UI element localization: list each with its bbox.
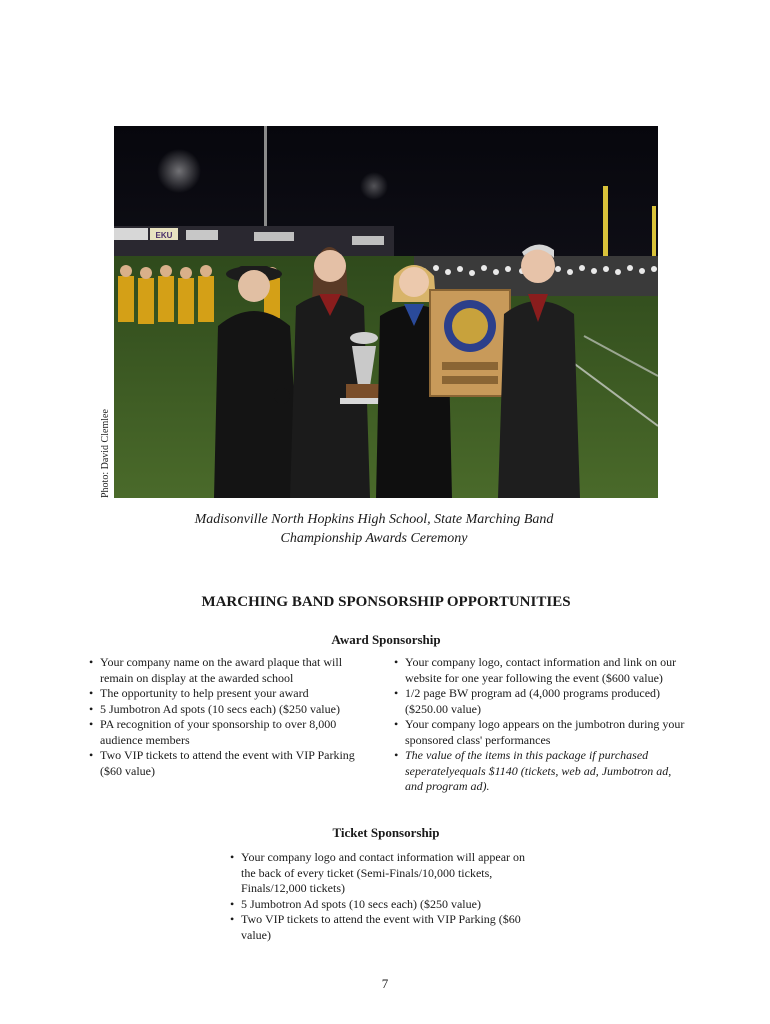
photo-caption [114, 510, 634, 548]
ticket-benefits [227, 850, 532, 943]
scoreboard-sign: EKU [155, 231, 173, 240]
ceremony-photo [114, 126, 658, 498]
list-item: • Two VIP tickets to attend the event with VIP Parking ($60 value) [227, 912, 532, 943]
award-sponsorship-heading: Award Sponsorship [331, 632, 441, 647]
award-benefits-right [391, 655, 691, 795]
caption-line-1: Madisonville North Hopkins High School, State Marching Band [194, 512, 554, 527]
list-item: • Two VIP tickets to attend the event with VIP Parking ($60 value) [86, 748, 366, 779]
section-heading: MARCHING BAND SPONSORSHIP OPPORTUNITIES [201, 594, 571, 610]
list-item: • Your company logo appears on the jumbotron during your sponsored class' performances [391, 717, 691, 748]
page-number: 7 [381, 976, 389, 991]
list-item: • 5 Jumbotron Ad spots (10 secs each) ($250 value) [86, 702, 366, 718]
package-value-note: • The value of the items in this package if purchased seperatelyequals $1140 (tickets, web ad, Jumbotron ad, and program ad). [391, 748, 691, 795]
list-item: • 1/2 page BW program ad (4,000 programs produced) ($250.00 value) [391, 686, 691, 717]
list-item: • The opportunity to help present your award [86, 686, 366, 702]
list-item: • Your company logo and contact information will appear on the back of every ticket (Semi-Finals/10,000 tickets, Finals/12,000 tickets) [227, 850, 532, 897]
list-item: • Your company name on the award plaque that will remain on display at the awarded school [86, 655, 366, 686]
caption-line-2: Championship Awards Ceremony [280, 531, 468, 546]
award-benefits-left [86, 655, 366, 779]
ceremony-photo-illustration [114, 126, 658, 498]
photo-credit: Photo: David Clemlee [100, 409, 111, 498]
ticket-sponsorship-heading: Ticket Sponsorship [332, 825, 440, 840]
list-item: • 5 Jumbotron Ad spots (10 secs each) ($250 value) [227, 897, 532, 913]
list-item: • Your company logo, contact information and link on our website for one year following the event ($600 value) [391, 655, 691, 686]
list-item: • PA recognition of your sponsorship to over 8,000 audience members [86, 717, 366, 748]
